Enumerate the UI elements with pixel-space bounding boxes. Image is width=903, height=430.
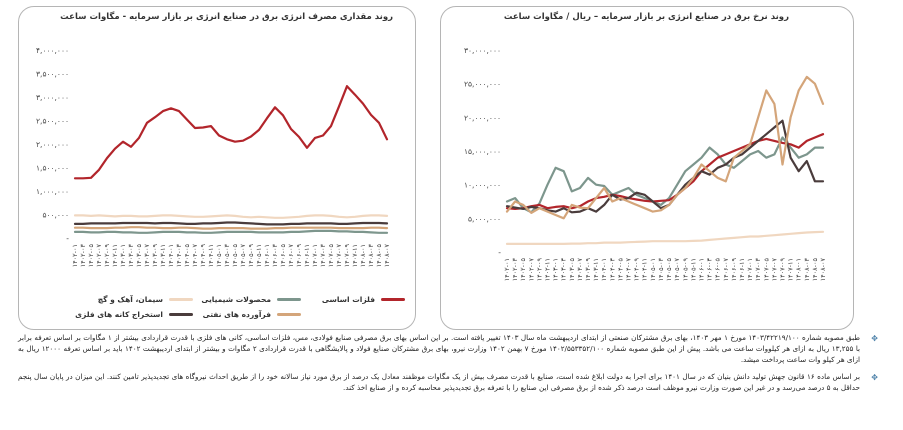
x-tick-label: ۱۴۰۶-۱۱ bbox=[303, 244, 311, 268]
x-tick-label: ۱۴۰۵-۰۱ bbox=[215, 244, 223, 268]
series-line-petro bbox=[507, 77, 823, 218]
y-tick-label: ۱,۵۰۰,۰۰۰ bbox=[36, 163, 69, 173]
x-tick-label: ۱۴۰۶-۰۹ bbox=[295, 244, 303, 268]
x-tick-label: ۱۴۰۷-۰۷ bbox=[335, 244, 343, 268]
x-tick-label: ۱۴۰۳-۰۷ bbox=[143, 244, 151, 268]
series-line-petro bbox=[75, 227, 387, 228]
series-line-metals bbox=[75, 86, 387, 178]
y-tick-label: ۱,۰۰۰,۰۰۰ bbox=[36, 187, 69, 196]
x-tick-label: ۱۴۰۴-۰۱ bbox=[600, 258, 609, 282]
x-tick-label: ۱۴۰۴-۰۹ bbox=[199, 244, 207, 268]
x-tick-label: ۱۴۰۶-۰۳ bbox=[705, 258, 714, 282]
x-tick-label: ۱۴۰۳-۱۱ bbox=[592, 258, 601, 282]
x-tick-label: ۱۴۰۳-۰۳ bbox=[559, 258, 568, 282]
x-tick-label: ۱۴۰۳-۰۱ bbox=[551, 258, 560, 282]
x-tick-label: ۱۴۰۷-۰۱ bbox=[311, 244, 319, 268]
x-tick-label: ۱۴۰۴-۰۷ bbox=[624, 258, 633, 282]
x-tick-label: ۱۴۰۵-۰۳ bbox=[223, 244, 231, 268]
x-tick-label: ۱۴۰۲-۱۱ bbox=[111, 244, 119, 268]
legend-swatch-chemicals bbox=[277, 298, 301, 301]
consumption-chart-title: روند مقداری مصرف انرژی برق در صنایع انرژی بر بازار سرمایه - مگاوات ساعت bbox=[60, 12, 393, 22]
series-line-chemicals bbox=[75, 231, 387, 233]
x-tick-label: ۱۴۰۲-۰۹ bbox=[103, 244, 111, 268]
x-tick-label: ۱۴۰۷-۰۵ bbox=[327, 244, 335, 268]
legend-swatch-cement bbox=[169, 298, 193, 301]
x-tick-label: ۱۴۰۵-۰۵ bbox=[665, 258, 674, 282]
x-tick-label: ۱۴۰۳-۰۵ bbox=[135, 244, 143, 268]
x-tick-label: ۱۴۰۶-۰۷ bbox=[287, 244, 295, 268]
x-tick-label: ۱۴۰۸-۰۷ bbox=[383, 244, 391, 268]
y-tick-label: - bbox=[498, 248, 501, 257]
consumption-chart-plot bbox=[19, 7, 415, 329]
legend-item-cement bbox=[98, 295, 193, 304]
x-tick-label: ۱۴۰۵-۰۹ bbox=[681, 258, 690, 282]
x-tick-label: ۱۴۰۷-۰۳ bbox=[754, 258, 763, 282]
x-tick-label: ۱۴۰۶-۰۹ bbox=[729, 258, 738, 282]
x-tick-label: ۱۴۰۲-۰۱ bbox=[503, 258, 511, 282]
x-tick-label: ۱۴۰۴-۰۵ bbox=[183, 244, 191, 268]
x-tick-label: ۱۴۰۴-۰۱ bbox=[167, 244, 175, 268]
x-tick-label: ۱۴۰۶-۰۷ bbox=[721, 258, 730, 282]
y-tick-label: ۲,۰۰۰,۰۰۰ bbox=[36, 140, 69, 149]
legend-item-chemicals bbox=[201, 295, 301, 304]
x-tick-label: ۱۴۰۷-۰۹ bbox=[343, 244, 351, 268]
x-tick-label: ۱۴۰۲-۰۳ bbox=[79, 244, 87, 268]
x-tick-label: ۱۴۰۵-۱۱ bbox=[689, 258, 698, 282]
price-chart-title: روند نرخ برق در صنایع انرژی بر بازار سرمایه – ریال / مگاوات ساعت bbox=[503, 12, 789, 22]
y-tick-label: ۵,۰۰۰,۰۰۰ bbox=[468, 214, 501, 224]
x-tick-label: ۱۴۰۵-۰۹ bbox=[247, 244, 255, 268]
y-tick-label: ۱۰,۰۰۰,۰۰۰ bbox=[464, 180, 501, 190]
x-tick-label: ۱۴۰۲-۰۵ bbox=[519, 258, 528, 282]
legend-item-mining bbox=[75, 310, 193, 319]
x-tick-label: ۱۴۰۸-۰۳ bbox=[367, 244, 375, 268]
x-tick-label: ۱۴۰۷-۰۵ bbox=[762, 258, 771, 282]
x-tick-label: ۱۴۰۳-۰۹ bbox=[584, 258, 593, 282]
x-tick-label: ۱۴۰۵-۰۱ bbox=[648, 258, 657, 282]
x-tick-label: ۱۴۰۳-۰۱ bbox=[119, 244, 127, 268]
series-line-mining bbox=[507, 121, 823, 213]
x-tick-label: ۱۴۰۵-۰۷ bbox=[673, 258, 682, 282]
x-tick-label: ۱۴۰۲-۰۹ bbox=[535, 258, 544, 282]
diamond-bullet-icon: ✥ bbox=[871, 373, 878, 382]
legend-label-chemicals: محصولات شیمیایی bbox=[201, 295, 271, 304]
x-tick-label: ۱۴۰۸-۰۱ bbox=[359, 244, 367, 268]
x-tick-label: ۱۴۰۷-۰۹ bbox=[778, 258, 787, 282]
y-tick-label: ۲۰,۰۰۰,۰۰۰ bbox=[464, 113, 501, 123]
x-tick-label: ۱۴۰۶-۰۵ bbox=[279, 244, 287, 268]
y-tick-label: - bbox=[66, 234, 69, 243]
consumption-chart-panel bbox=[18, 6, 416, 330]
x-tick-label: ۱۴۰۲-۱۱ bbox=[543, 258, 552, 282]
series-line-cement bbox=[75, 215, 387, 217]
x-tick-label: ۱۴۰۷-۰۷ bbox=[770, 258, 779, 282]
note-paragraph bbox=[18, 332, 878, 365]
x-tick-label: ۱۴۰۵-۰۵ bbox=[231, 244, 239, 268]
x-tick-label: ۱۴۰۷-۰۳ bbox=[319, 244, 327, 268]
note-paragraph bbox=[18, 371, 878, 393]
x-tick-label: ۱۴۰۸-۰۳ bbox=[802, 258, 811, 282]
x-tick-label: ۱۴۰۲-۰۱ bbox=[71, 244, 79, 268]
legend-swatch-mining bbox=[169, 313, 193, 316]
series-line-mining bbox=[75, 223, 387, 225]
x-tick-label: ۱۴۰۴-۰۵ bbox=[616, 258, 625, 282]
y-tick-label: ۳,۵۰۰,۰۰۰ bbox=[36, 69, 69, 79]
x-tick-label: ۱۴۰۲-۰۳ bbox=[511, 258, 520, 282]
price-chart-plot bbox=[441, 7, 853, 329]
x-tick-label: ۱۴۰۳-۰۹ bbox=[151, 244, 159, 268]
x-tick-label: ۱۴۰۳-۱۱ bbox=[159, 244, 167, 268]
legend-swatch-metals bbox=[381, 298, 405, 301]
x-tick-label: ۱۴۰۴-۰۷ bbox=[191, 244, 199, 268]
legend-label-petro: فرآورده های نفتی bbox=[202, 310, 271, 319]
x-tick-label: ۱۴۰۵-۰۳ bbox=[656, 258, 665, 282]
y-tick-label: ۲,۵۰۰,۰۰۰ bbox=[36, 116, 69, 126]
x-tick-label: ۱۴۰۷-۱۱ bbox=[786, 258, 795, 282]
legend-item-petro bbox=[203, 310, 301, 319]
x-tick-label: ۱۴۰۲-۰۵ bbox=[87, 244, 95, 268]
x-tick-label: ۱۴۰۷-۱۱ bbox=[351, 244, 359, 268]
y-tick-label: ۳,۰۰۰,۰۰۰ bbox=[36, 93, 69, 102]
x-tick-label: ۱۴۰۶-۱۱ bbox=[737, 258, 746, 282]
x-tick-label: ۱۴۰۸-۰۷ bbox=[819, 258, 827, 282]
y-tick-label: ۳۰,۰۰۰,۰۰۰ bbox=[464, 46, 501, 55]
x-tick-label: ۱۴۰۳-۰۳ bbox=[127, 244, 135, 268]
x-tick-label: ۱۴۰۴-۰۹ bbox=[632, 258, 641, 282]
x-tick-label: ۱۴۰۴-۱۱ bbox=[207, 244, 215, 268]
note-text: طبق مصوبه شماره ۱۴۰۳/۴۲۲۱۹/۱۰۰ مورخ ۱ مهر ۱۴۰۳، بهای برق مشترکان صنعتی از ابتدای اردیبهشت ماه سال ۱۴۰۳ تغییر یافته است. بر این اساس بهای برق مصرفی صنایع فولادی، مس، فلزات اساسی، کانی های فلزی با قدرت قراردادی بیشتر از ۱ مگاوات بر اساس تعرفه برابر با ۱۳,۲۵۵ ریال به ازای هر کیلووات ساعت می باشد. پیش از این طبق مصوبه شماره ۱۴۰۲/۵۵۳۳۵۲/۱۰۰ مورخ ۷ بهمن ۱۴۰۲ وزارت نیرو، بهای برق مشترکان صنایع فولاد و پالایشگاهی با قدرت قراردادی ۲ مگاوات و بیشتر از ابتدای اردیبهشت ۱۴۰۲ باید بر اساس تعرفه ۱۲۰۰۰ ریال به ازای هر کیلو وات ساعت پرداخت میشد. bbox=[18, 333, 861, 364]
legend-label-mining: استخراج کانه های فلزی bbox=[75, 310, 163, 319]
legend-label-metals: فلزات اساسی bbox=[321, 295, 375, 304]
legend-label-cement: سیمان، آهک و گچ bbox=[97, 295, 163, 304]
x-tick-label: ۱۴۰۵-۱۱ bbox=[255, 244, 263, 268]
x-tick-label: ۱۴۰۴-۰۳ bbox=[175, 244, 183, 268]
note-text: بر اساس ماده ۱۶ قانون جهش تولید دانش بنیان که در سال ۱۴۰۱ برای اجرا به دولت ابلاغ شده است، صنایع با قدرت مصرف بیش از یک مگاوات موظفند معادل یک درصد از برق مورد نیاز سالانه خود را از طریق احداث نیروگاه های تجدیدپذیر تامین کنند. این میزان در پایان سال پنجم حداقل به ۵ درصد می‌رسد و در غیر این صورت وزارت نیرو موظف است درصد ذکر شده از برق مصرفی این صنایع را با تعرفه برق تجدیدپذیر محاسبه کرده و از صنایع اخذ کند. bbox=[18, 372, 860, 392]
x-tick-label: ۱۴۰۶-۰۵ bbox=[713, 258, 722, 282]
x-tick-label: ۱۴۰۳-۰۷ bbox=[575, 258, 584, 282]
legend-item-metals bbox=[322, 295, 405, 304]
y-tick-label: ۱۵,۰۰۰,۰۰۰ bbox=[464, 147, 501, 156]
x-tick-label: ۱۴۰۶-۰۳ bbox=[271, 244, 279, 268]
x-tick-label: ۱۴۰۸-۰۵ bbox=[810, 258, 819, 282]
y-tick-label: ۴,۰۰۰,۰۰۰ bbox=[36, 46, 69, 55]
notes-section bbox=[18, 332, 878, 399]
y-tick-label: ۲۵,۰۰۰,۰۰۰ bbox=[464, 79, 501, 89]
x-tick-label: ۱۴۰۶-۰۱ bbox=[697, 258, 706, 282]
series-line-cement bbox=[507, 232, 823, 244]
x-tick-label: ۱۴۰۴-۱۱ bbox=[640, 258, 649, 282]
x-tick-label: ۱۴۰۲-۰۷ bbox=[95, 244, 103, 268]
legend-swatch-petro bbox=[277, 313, 301, 316]
x-tick-label: ۱۴۰۳-۰۵ bbox=[567, 258, 576, 282]
y-tick-label: ۵۰۰,۰۰۰ bbox=[42, 210, 69, 220]
x-tick-label: ۱۴۰۴-۰۳ bbox=[608, 258, 617, 282]
x-tick-label: ۱۴۰۶-۰۱ bbox=[263, 244, 271, 268]
x-tick-label: ۱۴۰۷-۰۱ bbox=[746, 258, 755, 282]
x-tick-label: ۱۴۰۸-۰۵ bbox=[375, 244, 383, 268]
x-tick-label: ۱۴۰۸-۰۱ bbox=[794, 258, 803, 282]
x-tick-label: ۱۴۰۲-۰۷ bbox=[527, 258, 536, 282]
x-tick-label: ۱۴۰۵-۰۷ bbox=[239, 244, 247, 268]
diamond-bullet-icon: ✥ bbox=[871, 334, 878, 343]
